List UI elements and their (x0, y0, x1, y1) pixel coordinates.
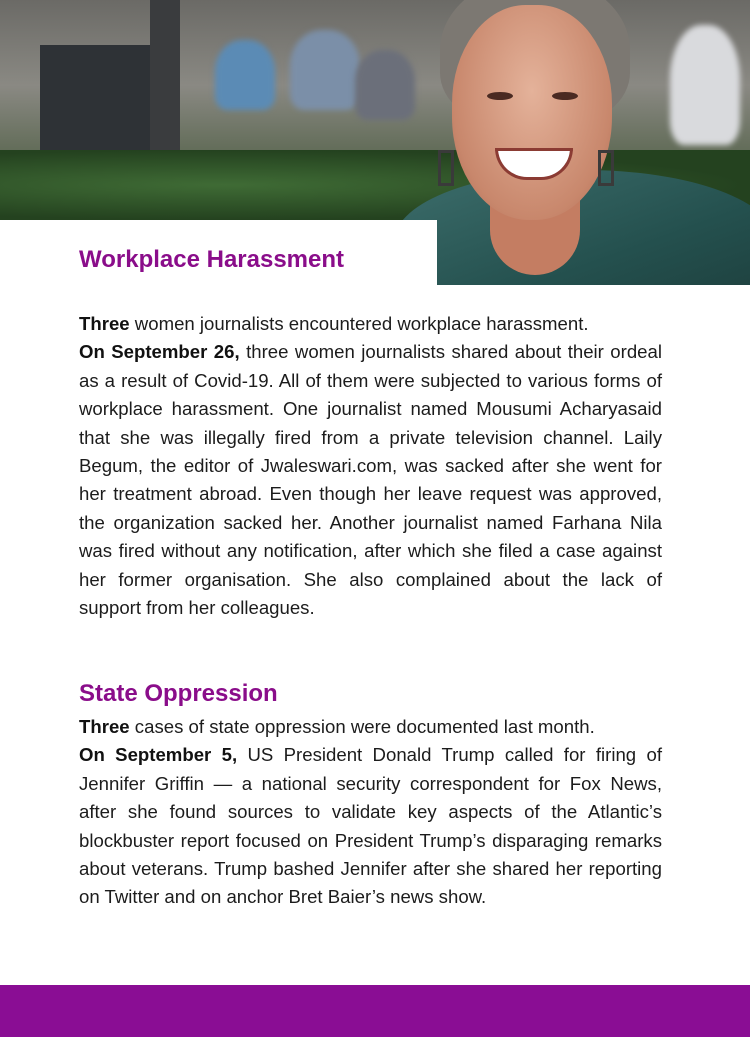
bold-lead: On September 5, (79, 744, 238, 766)
person-eye (487, 92, 513, 100)
section-heading-workplace: Workplace Harassment (79, 246, 345, 273)
background-figure (670, 25, 740, 145)
paragraph-text: cases of state oppression were documented last month. (129, 716, 595, 737)
paragraph (79, 338, 662, 622)
background-sign (40, 45, 150, 155)
person-face (452, 5, 612, 220)
paragraph (79, 741, 662, 911)
paragraph (79, 713, 662, 741)
paragraph-text: three women journalists shared about their ordeal as a result of Covid-19. All of them were subjected to various forms of workplace harassment. One journalist named Mousumi Acharyasaid that she was illegally fired from a private television channel. Laily Begum, the editor of Jwaleswari.com, was sacked after she went for her treatment abroad. Even though her leave request was approved, the organization sacked her. Another journalist named Farhana Nila was fired without any notification, after which she filed a case against her former organisation. She also complained about the lack of support from her colleagues. (79, 341, 662, 619)
earring (598, 150, 614, 186)
earring (438, 150, 454, 186)
background-figure (355, 50, 415, 120)
paragraph-text: women journalists encountered workplace harassment. (129, 313, 589, 334)
paragraph-text: US President Donald Trump called for firing of Jennifer Griffin — a national security correspondent for Fox News, after she found sources to validate key aspects of the Atlantic’s blockbuster report focused on President Trump’s disparaging remarks about veterans. Trump bashed Jennifer after she shared her reporting on Twitter and on anchor Bret Baier’s news show. (79, 744, 662, 908)
background-figure (215, 40, 275, 110)
footer-bar (0, 985, 750, 1037)
section-body-state (79, 713, 662, 912)
bold-lead: Three (79, 313, 130, 334)
bold-lead: Three (79, 716, 130, 737)
section-heading-state: State Oppression (79, 680, 278, 707)
section-body-workplace (79, 310, 662, 622)
person-eye (552, 92, 578, 100)
background-figure (290, 30, 360, 110)
paragraph (79, 310, 662, 338)
background-pillar (150, 0, 180, 160)
bold-lead: On September 26, (79, 341, 240, 363)
